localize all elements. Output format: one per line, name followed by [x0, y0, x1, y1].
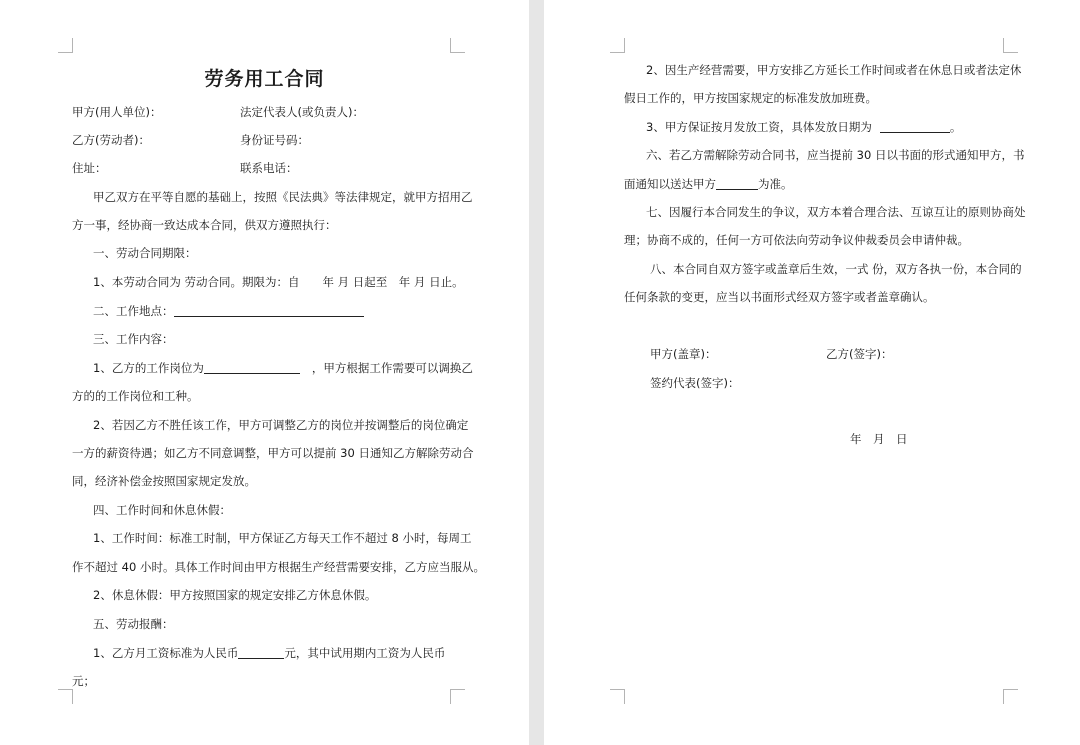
page-corner-mark: [58, 38, 73, 53]
id-number-label: 身份证号码：: [240, 133, 309, 147]
section-heading: 一、劳动合同期限：: [93, 246, 197, 260]
page-corner-mark: [1003, 38, 1018, 53]
paragraph-line: 八、本合同自双方签字或盖章后生效，一式 份，双方各执一份，本合同的: [650, 262, 1022, 276]
page-corner-mark: [610, 38, 625, 53]
paragraph-line: 元；: [72, 674, 95, 688]
signature-party-a: 甲方(盖章)：: [650, 347, 717, 361]
paragraph-line: [646, 120, 961, 134]
page-corner-mark: [450, 689, 465, 704]
fill-blank: [880, 120, 950, 133]
paragraph-line: 甲乙双方在平等自愿的基础上，按照《民法典》等法律规定，就甲方招用乙: [93, 190, 473, 204]
paragraph-line: 方一事，经协商一致达成本合同，供双方遵照执行：: [72, 218, 337, 232]
page-corner-mark: [450, 38, 465, 53]
paragraph-line: 1、本劳动合同为 劳动合同。期限为：自 年 月 日起至 年 月 日止。: [93, 275, 464, 289]
address-label: 住址：: [72, 161, 107, 175]
section-heading: 五、劳动报酬：: [93, 617, 174, 631]
legal-rep-label: 法定代表人(或负责人)：: [240, 105, 364, 119]
text-run: 。: [949, 120, 962, 134]
document-page-left: [0, 0, 529, 745]
party-a-label: 甲方(用人单位)：: [72, 105, 162, 119]
paragraph-line: 作不超过 40 小时。具体工作时间由甲方根据生产经营需要安排，乙方应当服从。: [72, 560, 485, 574]
signature-representative: 签约代表(签字)：: [650, 376, 740, 390]
paragraph-line: [93, 361, 473, 375]
section-heading: 三、工作内容：: [93, 332, 174, 346]
section-heading: 二、工作地点：: [93, 304, 174, 318]
page-corner-mark: [1003, 689, 1018, 704]
paragraph-line: 任何条款的变更，应当以书面形式经双方签字或者盖章确认。: [624, 290, 935, 304]
paragraph-line: 1、工作时间：标准工时制，甲方保证乙方每天工作不超过 8 小时，每周工: [93, 531, 472, 545]
paragraph-line: 七、因履行本合同发生的争议，双方本着合理合法、互谅互让的原则协商处: [646, 205, 1026, 219]
party-b-label: 乙方(劳动者)：: [72, 133, 150, 147]
signature-party-b: 乙方(签字)：: [826, 347, 893, 361]
signature-date: 年 月 日: [850, 432, 908, 446]
fill-blank: [204, 361, 300, 374]
paragraph-line: [624, 177, 793, 191]
paragraph-line: 理；协商不成的，任何一方可依法向劳动争议仲裁委员会申请仲裁。: [624, 233, 969, 247]
paragraph-line: 2、休息休假：甲方按照国家的规定安排乙方休息休假。: [93, 588, 377, 602]
text-run: 3、甲方保证按月发放工资，具体发放日期为: [646, 120, 872, 134]
page-corner-mark: [610, 689, 625, 704]
text-run: 元，其中试用期内工资为人民币: [284, 646, 446, 660]
paragraph-line: [93, 646, 445, 660]
text-run: 面通知以送达甲方: [624, 177, 716, 191]
document-title: 劳务用工合同: [204, 68, 325, 90]
text-run: 1、乙方月工资标准为人民币: [93, 646, 239, 660]
section-line-workplace: [93, 304, 364, 318]
text-run: 为准。: [758, 177, 793, 191]
paragraph-line: 假日工作的，甲方按国家规定的标准发放加班费。: [624, 91, 877, 105]
paragraph-line: 方的的工作岗位和工种。: [72, 389, 199, 403]
document-page-right: [544, 0, 1080, 745]
paragraph-line: 2、因生产经营需要，甲方安排乙方延长工作时间或者在休息日或者法定休: [646, 63, 1022, 77]
paragraph-line: 同，经济补偿金按照国家规定发放。: [72, 474, 256, 488]
fill-blank: [716, 177, 758, 190]
paragraph-line: 六、若乙方需解除劳动合同书，应当提前 30 日以书面的形式通知甲方，书: [646, 148, 1025, 162]
paragraph-line: 2、若因乙方不胜任该工作，甲方可调整乙方的岗位并按调整后的岗位确定: [93, 418, 469, 432]
page-corner-mark: [58, 689, 73, 704]
section-heading: 四、工作时间和休息休假：: [93, 503, 231, 517]
paragraph-line: 一方的薪资待遇；如乙方不同意调整，甲方可以提前 30 日通知乙方解除劳动合: [72, 446, 474, 460]
text-run: 1、乙方的工作岗位为: [93, 361, 204, 375]
fill-blank: [174, 304, 364, 317]
fill-blank: [238, 646, 284, 659]
phone-label: 联系电话：: [240, 161, 298, 175]
text-run: ，甲方根据工作需要可以调换乙: [311, 361, 473, 375]
